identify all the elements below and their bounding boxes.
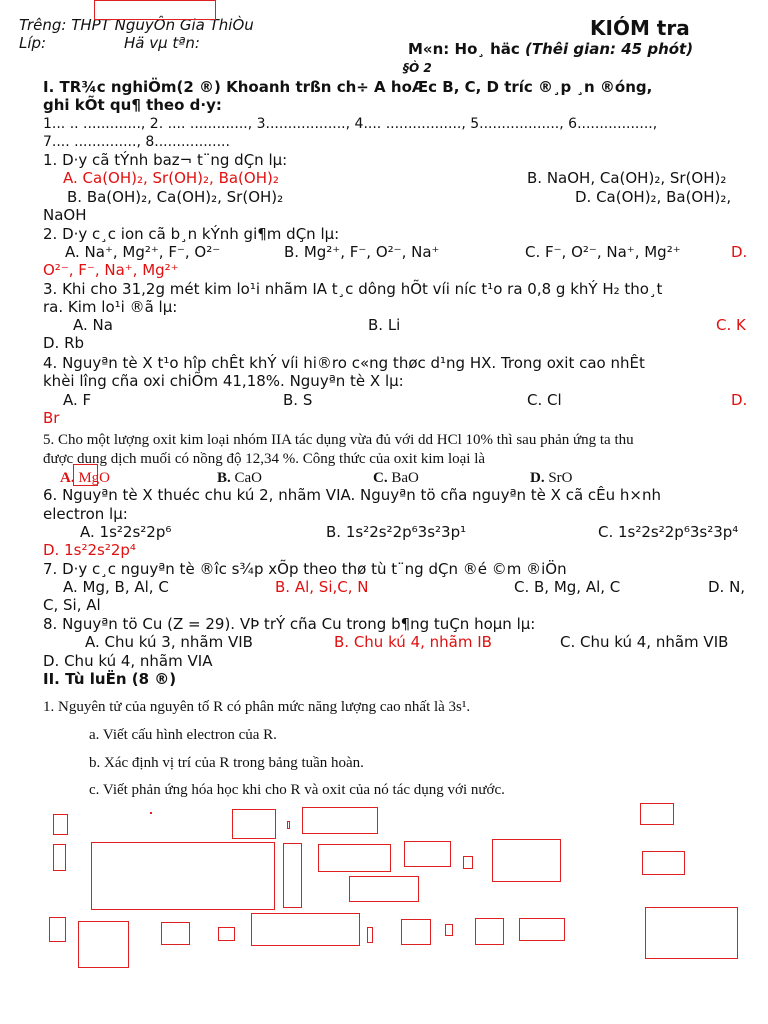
annotation-box xyxy=(492,839,561,882)
q6-stem: 6. Nguyªn tè X thuéc chu kú 2, nhãm VIA. Nguyªn tö cña nguyªn tè X cã cÊu h×nh xyxy=(43,486,662,504)
exam-title: KIÓM tra xyxy=(590,16,690,40)
annotation-box xyxy=(318,844,391,872)
q8-option-d: D. Chu kú 4, nhãm VIA xyxy=(43,652,213,670)
annotation-box xyxy=(91,842,275,910)
essay-q1a: a. Viết cấu hình electron của R. xyxy=(89,727,277,743)
q1-option-a: A. Ca(OH)₂, Sr(OH)₂, Ba(OH)₂ xyxy=(63,169,279,187)
q3-stem-cont: ra. Kim lo¹i ®ã lµ: xyxy=(43,298,178,316)
q4-option-d: D. xyxy=(731,391,748,409)
subject-line xyxy=(408,40,693,58)
annotation-box xyxy=(640,803,674,825)
q3-option-b: B. Li xyxy=(368,316,401,334)
section1-heading: I. TR¾c nghiÖm(2 ®) Khoanh trßn ch÷ A hoÆc B, C, D tríc ®¸p ¸n ®óng, xyxy=(43,78,653,96)
annotation-box xyxy=(642,851,685,875)
annotation-box xyxy=(232,809,276,839)
q1-option-c: B. Ba(OH)₂, Ca(OH)₂, Sr(OH)₂ xyxy=(67,188,284,206)
q1-option-d: D. Ca(OH)₂, Ba(OH)₂, xyxy=(575,188,732,206)
annotation-box xyxy=(53,814,68,835)
section2-heading: II. Tù luËn (8 ®) xyxy=(43,670,177,688)
q5-option-a-label: A. xyxy=(60,470,75,486)
q5-stem: 5. Cho một lượng oxit kim loại nhóm IIA tác dụng vừa đủ với dd HCl 10% thì sau phản ứng ta thu xyxy=(43,432,634,448)
q5-option-d-label: D. xyxy=(530,470,545,486)
q8-option-a: A. Chu kú 3, nhãm VIB xyxy=(85,633,253,651)
annotation-box xyxy=(287,821,290,829)
annotation-box xyxy=(283,843,302,908)
q3-option-d: D. Rb xyxy=(43,334,85,352)
name-label: Hä vµ tªn: xyxy=(124,34,200,52)
q5-stem-cont: được dung dịch muối có nồng độ 12,34 %. Công thức của oxit kim loại là xyxy=(43,451,486,467)
subject-name: M«n: Ho¸ häc xyxy=(408,40,520,58)
q5-option-b-label: B. xyxy=(217,470,231,486)
q1-option-b: B. NaOH, Ca(OH)₂, Sr(OH)₂ xyxy=(527,169,727,187)
annotation-box xyxy=(94,0,216,20)
q5-option-c xyxy=(373,469,419,487)
answer-blanks-line1: 1... .. ............., 2. .... ............., 3.................., 4.... ................., 5.................., 6................., xyxy=(43,116,658,132)
q7-option-d: D. N, xyxy=(708,578,746,596)
q6-option-b: B. 1s²2s²2p⁶3s²3p¹ xyxy=(326,523,467,541)
q7-stem: 7. D·y c¸c nguyªn tè ®îc s¾p xÕp theo thø tù t¨ng dÇn ®é ©m ®iÖn xyxy=(43,560,567,578)
q6-option-d: D. 1s²2s²2p⁴ xyxy=(43,541,136,559)
q3-stem: 3. Khi cho 31,2g mét kim lo¹i nhãm IA t¸c dông hÕt víi níc t¹o ra 0,8 g khÝ H₂ tho¸t xyxy=(43,280,663,298)
q7-option-b: B. Al, Si,C, N xyxy=(275,578,369,596)
q7-option-d-cont: C, Si, Al xyxy=(43,596,101,614)
q8-option-c: C. Chu kú 4, nhãm VIB xyxy=(560,633,729,651)
essay-q1: 1. Nguyên tử của nguyên tố R có phân mức năng lượng cao nhất là 3s¹. xyxy=(43,699,471,715)
q5-option-d-text: SrO xyxy=(548,470,573,486)
q4-option-c: C. Cl xyxy=(527,391,562,409)
q2-option-b: B. Mg²⁺, F⁻, O²⁻, Na⁺ xyxy=(284,243,440,261)
annotation-box xyxy=(401,919,431,945)
q2-option-c: C. F⁻, O²⁻, Na⁺, Mg²⁺ xyxy=(525,243,681,261)
q2-option-d-cont: O²⁻, F⁻, Na⁺, Mg²⁺ xyxy=(43,261,179,279)
annotation-box xyxy=(445,924,453,936)
annotation-box xyxy=(53,844,66,871)
answer-blanks-line2: 7.... .............., 8................. xyxy=(43,134,230,150)
annotation-box xyxy=(463,856,473,869)
q6-option-a: A. 1s²2s²2p⁶ xyxy=(80,523,172,541)
q2-option-a: A. Na⁺, Mg²⁺, F⁻, O²⁻ xyxy=(65,243,221,261)
q2-stem: 2. D·y c¸c ion cã b¸n kÝnh gi¶m dÇn lµ: xyxy=(43,225,340,243)
annotation-box xyxy=(78,921,129,968)
exam-duration: (Thêi gian: 45 phót) xyxy=(525,40,694,58)
exam-code: §Ò 2 xyxy=(403,61,432,75)
annotation-box xyxy=(645,907,738,959)
q3-option-c: C. K xyxy=(716,316,746,334)
essay-q1b: b. Xác định vị trí của R trong bảng tuần hoàn. xyxy=(89,755,364,771)
q5-option-d xyxy=(530,469,573,487)
annotation-box xyxy=(302,807,378,834)
annotation-box xyxy=(251,913,360,946)
q7-option-c: C. B, Mg, Al, C xyxy=(514,578,621,596)
annotation-box xyxy=(161,922,190,945)
q7-option-a: A. Mg, B, Al, C xyxy=(63,578,169,596)
class-label: Líp: xyxy=(19,34,47,52)
annotation-box xyxy=(73,464,98,486)
q3-option-a: A. Na xyxy=(73,316,113,334)
q8-option-b: B. Chu kú 4, nhãm IB xyxy=(334,633,492,651)
annotation-box xyxy=(367,927,373,943)
q4-option-d-cont: Br xyxy=(43,409,60,427)
essay-q1c: c. Viết phản ứng hóa học khi cho R và oxit của nó tác dụng với nước. xyxy=(89,782,505,798)
q1-option-d-cont: NaOH xyxy=(43,206,87,224)
section1-heading-cont: ghi kÕt qu¶ theo d·y: xyxy=(43,96,222,114)
q5-option-b xyxy=(217,469,262,487)
annotation-box xyxy=(404,841,451,867)
annotation-dot xyxy=(150,812,152,814)
q6-stem-cont: electron lµ: xyxy=(43,505,128,523)
q1-stem: 1. D·y cã tÝnh baz¬ t¨ng dÇn lµ: xyxy=(43,151,288,169)
annotation-box xyxy=(349,876,419,902)
q6-option-c: C. 1s²2s²2p⁶3s²3p⁴ xyxy=(598,523,739,541)
annotation-box xyxy=(218,927,235,941)
q4-option-a: A. F xyxy=(63,391,92,409)
school-name: Trêng: THPT NguyÔn Gia ThiÒu xyxy=(19,16,254,34)
annotation-box xyxy=(49,917,66,942)
q4-stem-cont: khèi lîng cña oxi chiÕm 41,18%. Nguyªn tè X lµ: xyxy=(43,372,404,390)
annotation-box xyxy=(519,918,565,941)
q5-option-b-text: CaO xyxy=(234,470,263,486)
q4-stem: 4. Nguyªn tè X t¹o hîp chÊt khÝ víi hi®ro c«ng thøc d¹ng HX. Trong oxit cao nhÊt xyxy=(43,354,645,372)
annotation-box xyxy=(475,918,504,945)
q5-option-c-label: C. xyxy=(373,470,388,486)
q5-option-a-text: MgO xyxy=(78,470,111,486)
q5-option-c-text: BaO xyxy=(391,470,419,486)
q4-option-b: B. S xyxy=(283,391,313,409)
q8-stem: 8. Nguyªn tö Cu (Z = 29). VÞ trÝ cña Cu trong b¶ng tuÇn hoµn lµ: xyxy=(43,615,536,633)
q2-option-d: D. xyxy=(731,243,748,261)
